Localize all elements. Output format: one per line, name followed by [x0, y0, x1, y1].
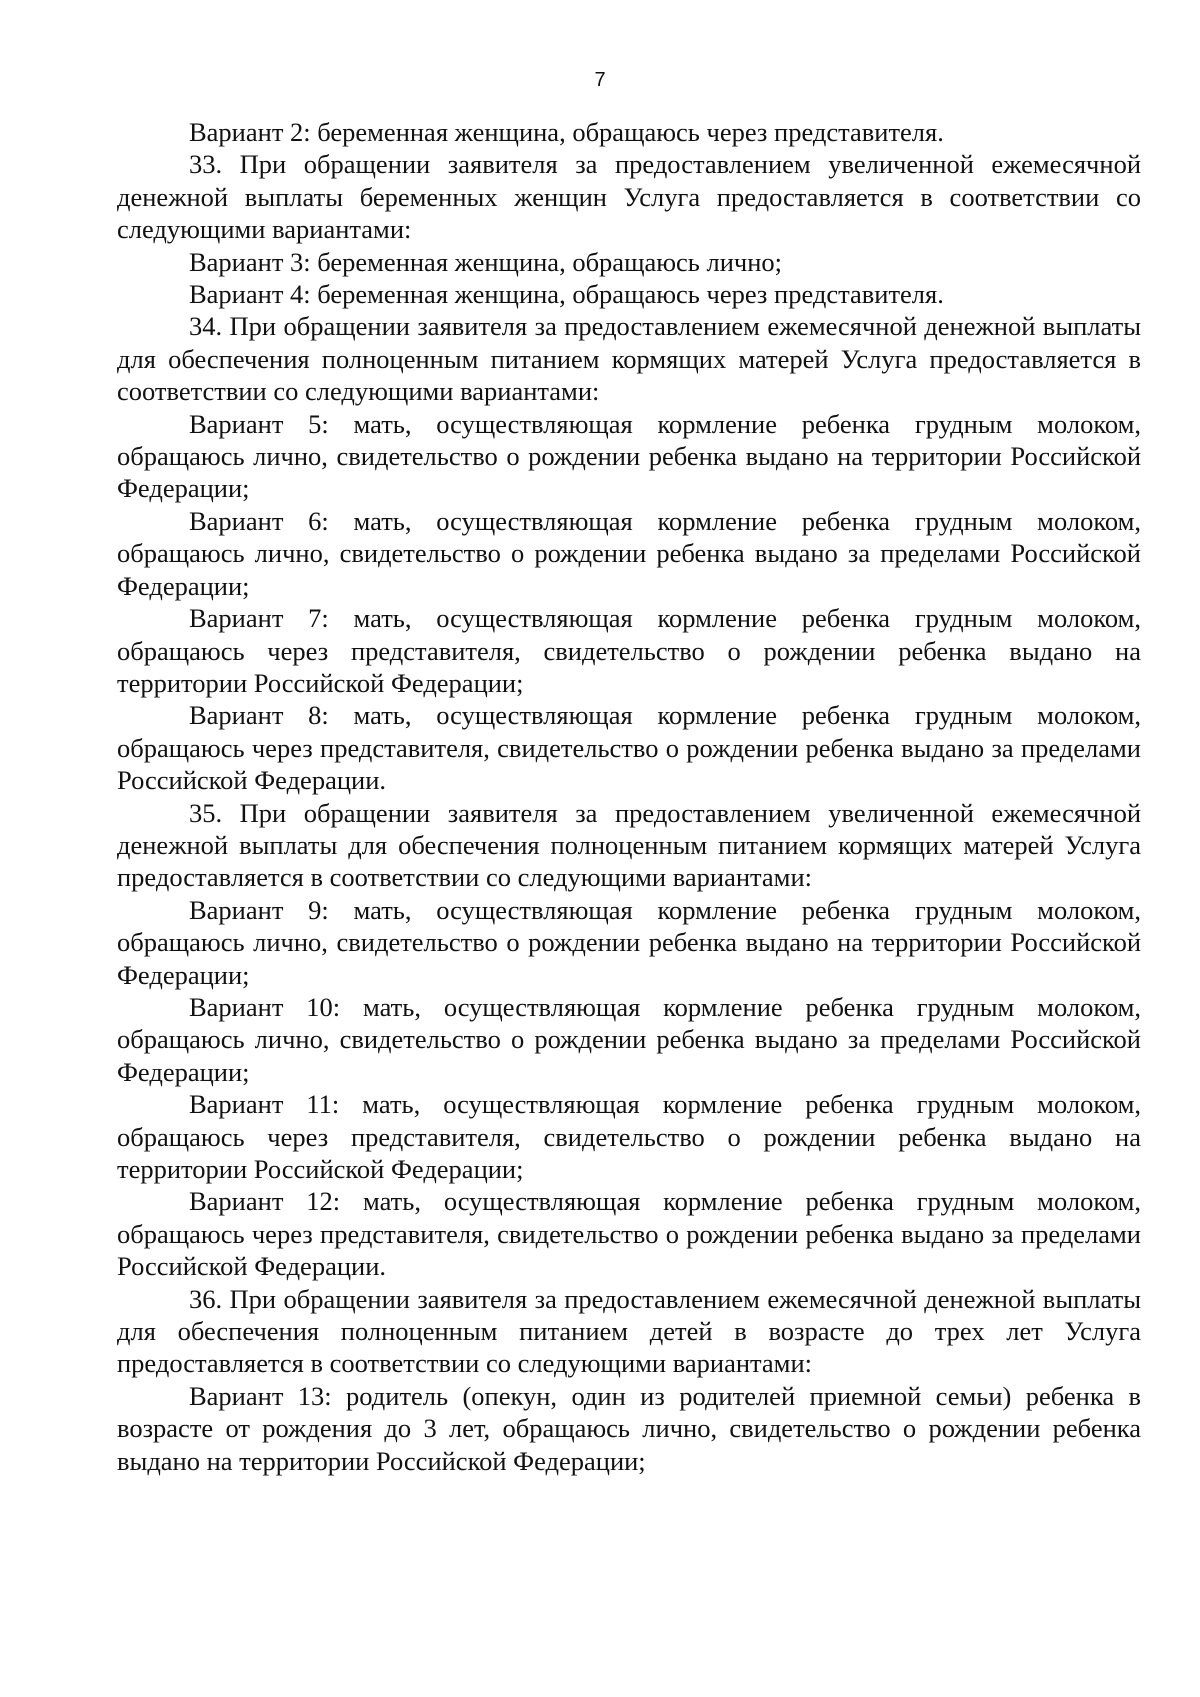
variant-6-paragraph: Вариант 6: мать, осуществляющая кормление ребенка грудным молоком, обращаюсь лично, свидетельство о рождении ребенка выдано за пределами Российской Федерации; — [117, 505, 1141, 601]
clause-34-paragraph: 34. При обращении заявителя за предоставлением ежемесячной денежной выплаты для обеспечения полноценным питанием кормящих матерей Услуга предоставляется в соответствии со следующими вариантами: — [117, 311, 1141, 407]
variant-2-paragraph: Вариант 2: беременная женщина, обращаюсь через представителя. — [189, 117, 944, 147]
variant-12-paragraph: Вариант 12: мать, осуществляющая кормление ребенка грудным молоком, обращаюсь через представителя, свидетельство о рождении ребенка выдано за пределами Российской Федерации. — [117, 1186, 1141, 1282]
variant-10-paragraph: Вариант 10: мать, осуществляющая кормление ребенка грудным молоком, обращаюсь лично, свидетельство о рождении ребенка выдано за пределами Российской Федерации; — [117, 991, 1141, 1087]
variant-13-paragraph: Вариант 13: родитель (опекун, один из родителей приемной семьи) ребенка в возрасте от рождения до 3 лет, обращаюсь лично, свидетельство о рождении ребенка выдано на территории Российской Федерации; — [117, 1380, 1141, 1476]
variant-7-paragraph: Вариант 7: мать, осуществляющая кормление ребенка грудным молоком, обращаюсь через представителя, свидетельство о рождении ребенка выдано на территории Российской Федерации; — [117, 603, 1141, 698]
clause-33-paragraph: 33. При обращении заявителя за предоставлением увеличенной ежемесячной денежной выплаты беременных женщин Услуга предоставляется в соответствии со следующими вариантами: — [117, 149, 1141, 245]
variant-3-paragraph: Вариант 3: беременная женщина, обращаюсь лично; — [189, 246, 783, 277]
variant-4-paragraph: Вариант 4: беременная женщина, обращаюсь через представителя. — [189, 279, 944, 310]
variant-5-paragraph: Вариант 5: мать, осуществляющая кормление ребенка грудным молоком, обращаюсь лично, свидетельство о рождении ребенка выдано на территории Российской Федерации; — [117, 408, 1141, 504]
clause-35-paragraph: 35. При обращении заявителя за предоставлением увеличенной ежемесячной денежной выплаты для обеспечения полноценным питанием кормящих матерей Услуга предоставляется в соответствии со следующими вариантами: — [117, 797, 1141, 893]
page-number: 7 — [594, 69, 606, 91]
variant-9-paragraph: Вариант 9: мать, осуществляющая кормление ребенка грудным молоком, обращаюсь лично, свидетельство о рождении ребенка выдано на территории Российской Федерации; — [117, 894, 1141, 990]
document-body — [117, 116, 1141, 1477]
variant-8-paragraph: Вариант 8: мать, осуществляющая кормление ребенка грудным молоком, обращаюсь через представителя, свидетельство о рождении ребенка выдано за пределами Российской Федерации. — [117, 700, 1141, 796]
variant-11-paragraph: Вариант 11: мать, осуществляющая кормление ребенка грудным молоком, обращаюсь через представителя, свидетельство о рождении ребенка выдано на территории Российской Федерации; — [117, 1089, 1141, 1184]
clause-36-paragraph: 36. При обращении заявителя за предоставлением ежемесячной денежной выплаты для обеспечения полноценным питанием детей в возрасте до трех лет Услуга предоставляется в соответствии со следующими вариантами: — [117, 1283, 1141, 1379]
